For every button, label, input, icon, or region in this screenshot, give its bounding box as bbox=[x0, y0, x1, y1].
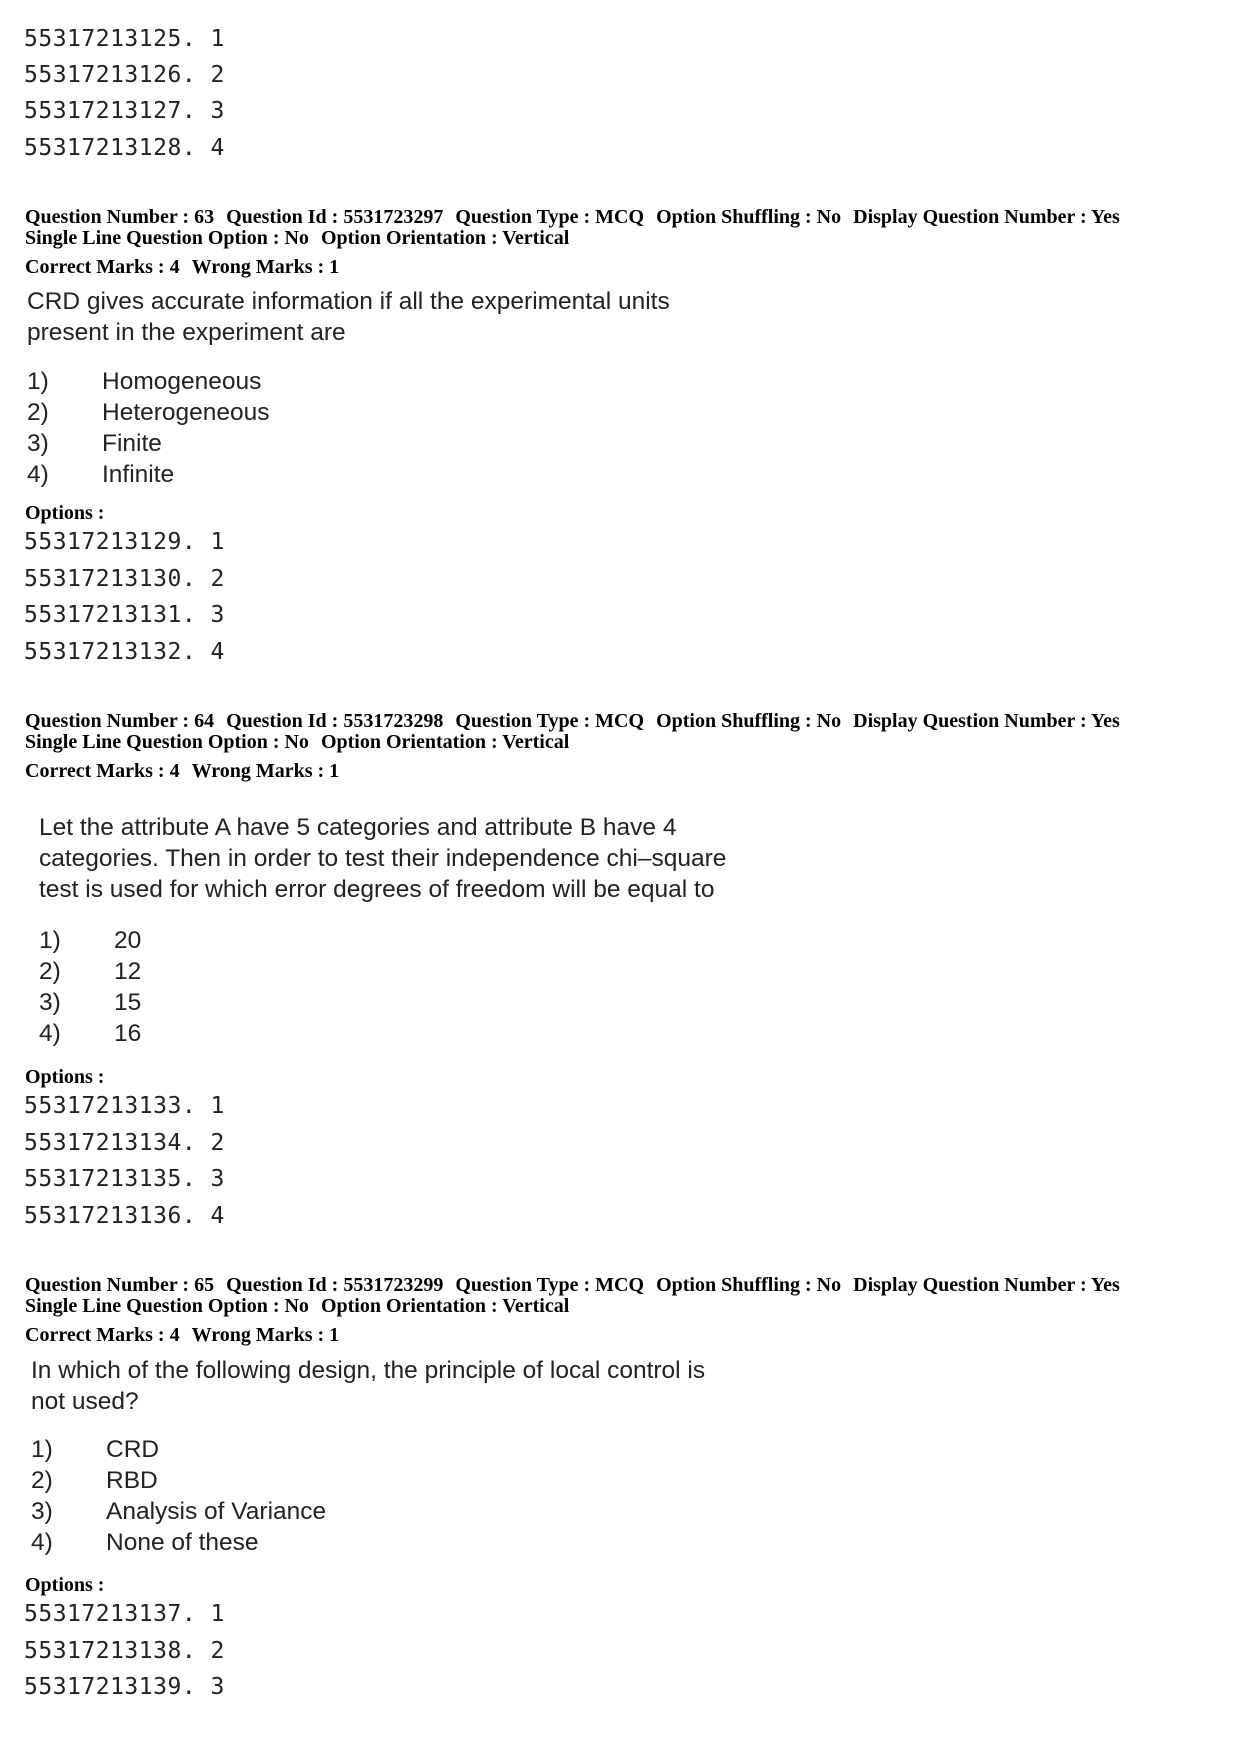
option-line: 55317213131. 3 bbox=[24, 602, 225, 628]
answer-choice: 2) RBD bbox=[31, 1467, 158, 1494]
option-line: 55317213126. 2 bbox=[24, 62, 225, 88]
option-line: 55317213133. 1 bbox=[24, 1093, 225, 1119]
option-line: 55317213134. 2 bbox=[24, 1130, 225, 1156]
marks-line: Correct Marks : 4 Wrong Marks : 1 bbox=[25, 760, 340, 782]
option-line: 55317213132. 4 bbox=[24, 639, 225, 665]
question-text: CRD gives accurate information if all the experimental units present in the experiment are bbox=[27, 288, 670, 346]
answer-choice: 1) Homogeneous bbox=[27, 368, 262, 395]
option-line: 55317213135. 3 bbox=[24, 1166, 225, 1192]
question-text: Let the attribute A have 5 categories and attribute B have 4 categories. Then in order to test their independence chi–square test is used for which error degrees of freedom will be equal to bbox=[39, 814, 727, 903]
option-line: 55317213125. 1 bbox=[24, 26, 225, 52]
answer-choice: 3) 15 bbox=[39, 989, 142, 1016]
answer-choice: 4) Infinite bbox=[27, 461, 175, 488]
answer-choice: 2) 12 bbox=[39, 958, 142, 985]
options-label: Options : bbox=[25, 1574, 105, 1596]
option-line: 55317213137. 1 bbox=[24, 1601, 225, 1627]
answer-choice: 1) CRD bbox=[31, 1436, 160, 1463]
option-line: 55317213128. 4 bbox=[24, 135, 225, 161]
question-text: In which of the following design, the principle of local control is not used? bbox=[31, 1357, 706, 1415]
answer-choice: 1) 20 bbox=[39, 927, 142, 954]
answer-choice: 4) 16 bbox=[39, 1020, 142, 1047]
option-line: 55317213136. 4 bbox=[24, 1203, 225, 1229]
question-header: Question Number : 63 Question Id : 5531723297 Question Type : MCQ Option Shuffling : No Display Question Number : Yes bbox=[25, 206, 1120, 228]
option-line: 55317213138. 2 bbox=[24, 1638, 225, 1664]
question-header: Single Line Question Option : No Option Orientation : Vertical bbox=[25, 227, 570, 249]
answer-choice: 4) None of these bbox=[31, 1529, 259, 1556]
marks-line: Correct Marks : 4 Wrong Marks : 1 bbox=[25, 1324, 340, 1346]
answer-choice: 3) Finite bbox=[27, 430, 162, 457]
option-line: 55317213139. 3 bbox=[24, 1674, 225, 1700]
question-header: Single Line Question Option : No Option Orientation : Vertical bbox=[25, 731, 570, 753]
option-line: 55317213127. 3 bbox=[24, 98, 225, 124]
options-label: Options : bbox=[25, 502, 105, 524]
options-label: Options : bbox=[25, 1066, 105, 1088]
option-line: 55317213130. 2 bbox=[24, 566, 225, 592]
answer-choice: 3) Analysis of Variance bbox=[31, 1498, 327, 1525]
question-header: Question Number : 64 Question Id : 5531723298 Question Type : MCQ Option Shuffling : No Display Question Number : Yes bbox=[25, 710, 1120, 732]
question-header: Single Line Question Option : No Option Orientation : Vertical bbox=[25, 1295, 570, 1317]
marks-line: Correct Marks : 4 Wrong Marks : 1 bbox=[25, 256, 340, 278]
question-header: Question Number : 65 Question Id : 5531723299 Question Type : MCQ Option Shuffling : No Display Question Number : Yes bbox=[25, 1274, 1120, 1296]
answer-choice: 2) Heterogeneous bbox=[27, 399, 270, 426]
option-line: 55317213129. 1 bbox=[24, 529, 225, 555]
